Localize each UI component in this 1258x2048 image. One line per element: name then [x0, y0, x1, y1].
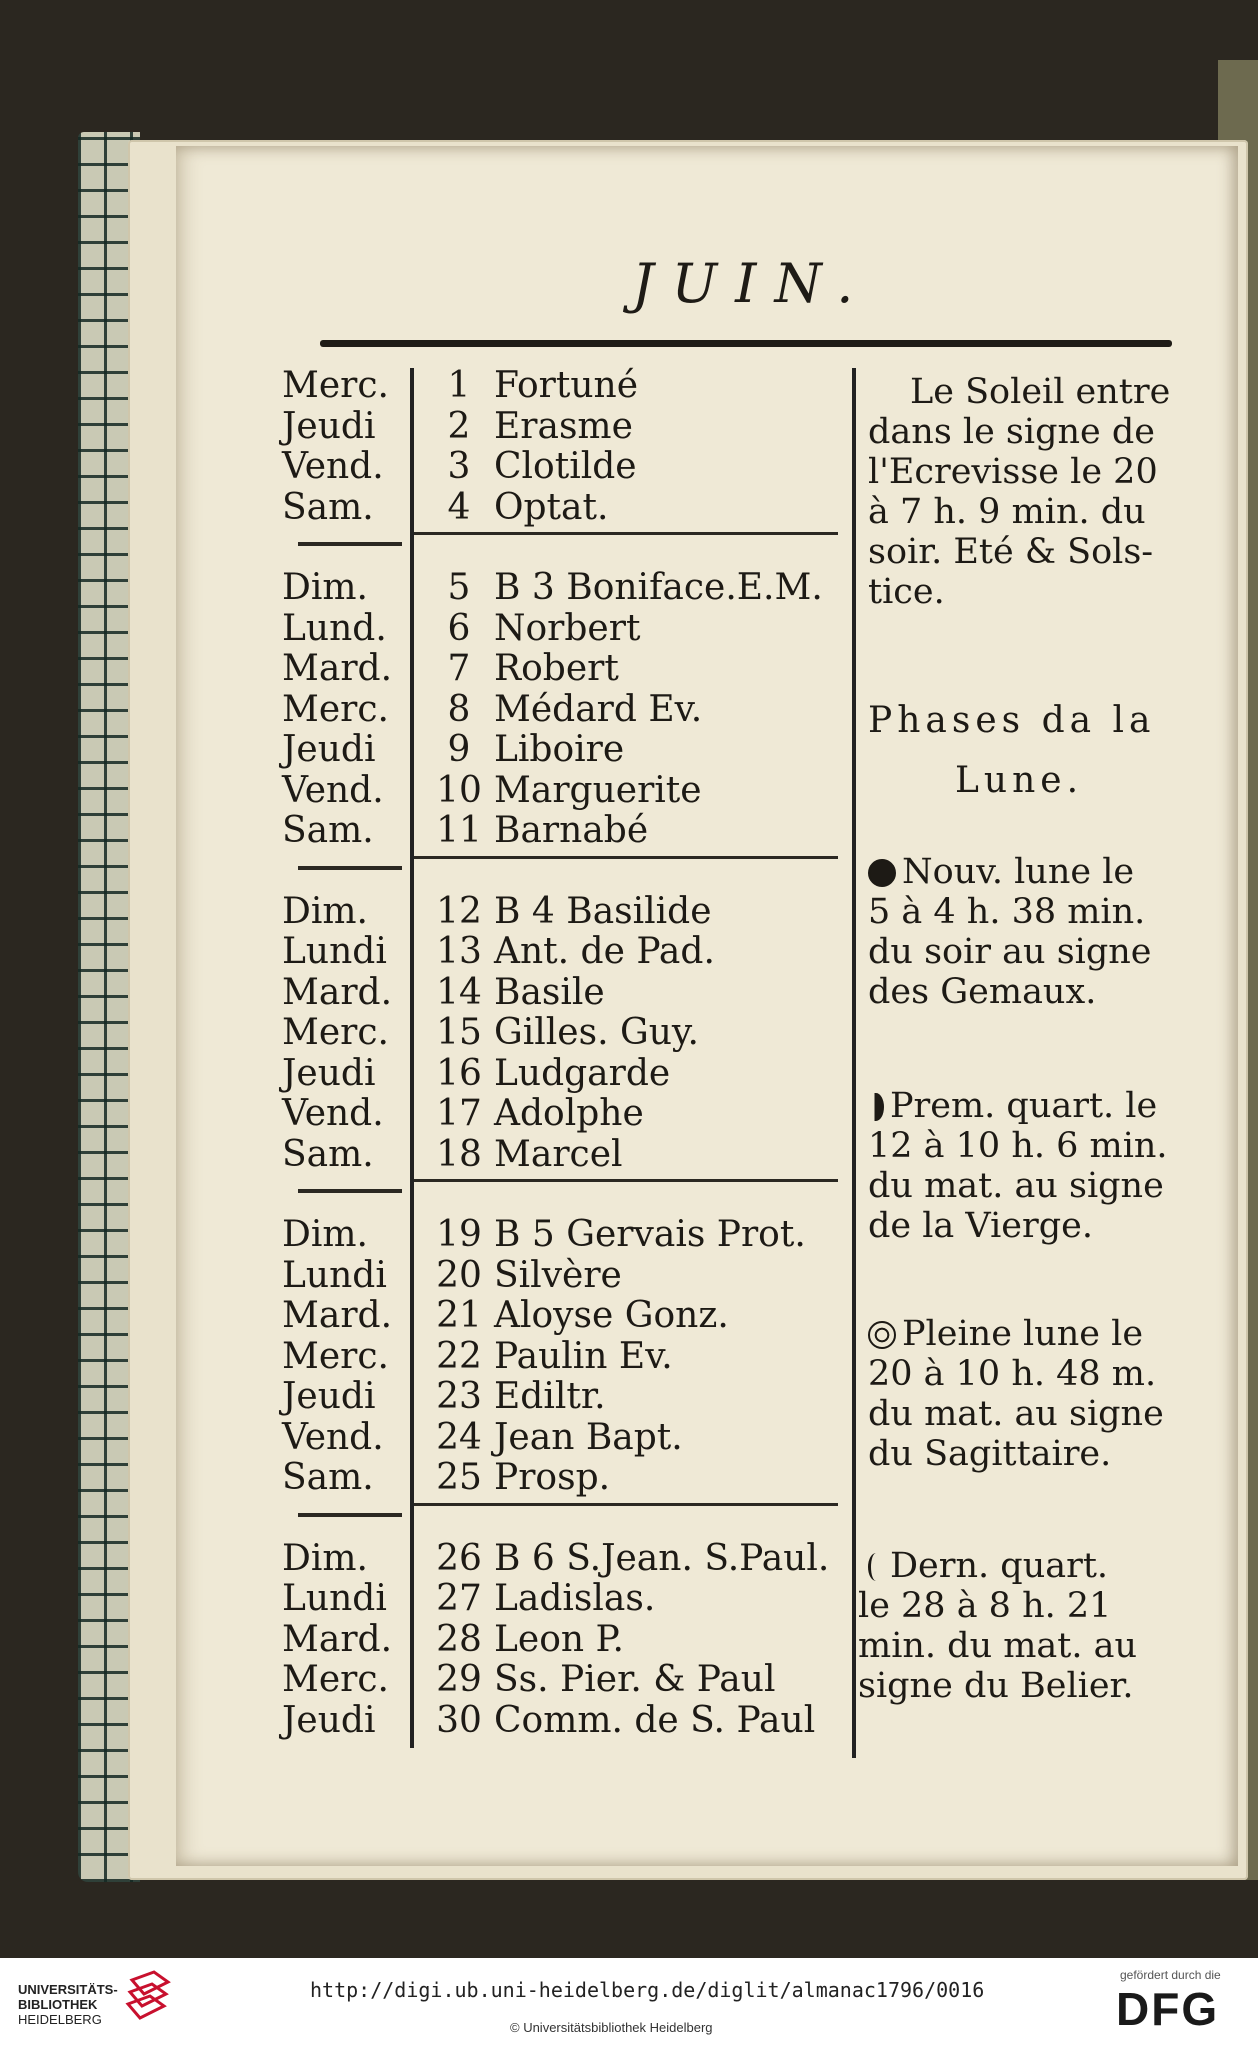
calendar-saint: Robert [494, 648, 619, 689]
calendar-num: 28 [436, 1618, 482, 1660]
calendar-day: Sam. [282, 486, 374, 528]
calendar-num: 17 [436, 1093, 482, 1134]
library-name-line: UNIVERSITÄTS- [18, 1982, 118, 1997]
full-moon-icon [868, 1321, 896, 1349]
full-moon-line: Pleine lune le [902, 1314, 1144, 1354]
first-quarter-line: Prem. quart. le [890, 1086, 1158, 1126]
calendar-day: Jeudi [282, 1376, 376, 1417]
calendar-saint: Leon P. [494, 1618, 624, 1660]
calendar-num: 25 [436, 1457, 482, 1498]
last-quarter-moon-icon [868, 1553, 884, 1581]
calendar-day: Merc. [282, 365, 389, 406]
first-quarter-line: du mat. au signe [868, 1166, 1164, 1206]
full-moon-line: 20 à 10 h. 48 m. [868, 1354, 1157, 1394]
calendar-num: 23 [436, 1376, 482, 1417]
permalink-url[interactable]: http://digi.ub.uni-heidelberg.de/diglit/almanac1796/0016 [310, 1978, 985, 2002]
calendar-saint: B 6 S.Jean. S.Paul. [494, 1537, 830, 1579]
calendar-num: 2 [447, 405, 471, 447]
calendar-num: 11 [436, 810, 482, 851]
calendar-saint: Barnabé [494, 810, 649, 851]
calendar-num: 1 [447, 365, 471, 406]
full-moon-line: du Sagittaire. [868, 1434, 1112, 1474]
calendar-saint: Norbert [494, 607, 641, 649]
calendar-saint: Aloyse Gonz. [494, 1295, 729, 1336]
calendar-saint: Gilles. Guy. [494, 1012, 699, 1053]
week-separator-short [298, 542, 402, 546]
calendar-saint: B 3 Boniface.E.M. [494, 567, 823, 608]
calendar-day: Mard. [282, 971, 393, 1013]
calendar-day: Dim. [282, 1537, 368, 1579]
phases-heading: Phases da la [868, 700, 1156, 741]
last-quarter-line: Dern. quart. [890, 1546, 1109, 1586]
viewer-footer [0, 1958, 1258, 2048]
calendar-day: Vend. [282, 1093, 384, 1134]
solstice-line: Le Soleil entre [910, 372, 1171, 412]
calendar-num: 12 [436, 890, 482, 932]
calendar-saint: Ladislas. [494, 1578, 656, 1619]
calendar-num: 15 [436, 1012, 482, 1053]
calendar-saint: Basile [494, 971, 605, 1013]
calendar-day: Jeudi [282, 729, 376, 770]
calendar-num: 10 [436, 769, 482, 811]
new-moon-line: du soir au signe [868, 932, 1152, 972]
calendar-saint: Ludgarde [494, 1052, 671, 1094]
page-title: JUIN. [632, 252, 872, 315]
library-logo-text [18, 1982, 118, 2027]
calendar-saint: Marguerite [494, 769, 702, 811]
calendar-day: Lundi [282, 1254, 387, 1296]
calendar-saint: Ss. Pier. & Paul [494, 1659, 776, 1700]
dfg-logo[interactable]: DFG [1116, 1983, 1220, 2035]
calendar-num: 9 [447, 729, 471, 770]
calendar-saint: Clotilde [494, 446, 637, 487]
calendar-saint: B 5 Gervais Prot. [494, 1214, 806, 1255]
calendar-num: 18 [436, 1133, 482, 1175]
sidebar-column-rule [852, 368, 856, 1758]
new-moon-line: des Gemaux. [868, 972, 1097, 1012]
solstice-line: à 7 h. 9 min. du [868, 492, 1146, 532]
library-name-line: BIBLIOTHEK [18, 1997, 98, 2012]
funding-note: gefördert durch die [1120, 1968, 1221, 1982]
solstice-line: tice. [868, 572, 945, 612]
calendar-day: Sam. [282, 1457, 374, 1498]
calendar-num: 22 [436, 1335, 482, 1377]
calendar-num: 24 [436, 1416, 482, 1458]
calendar-num: 4 [447, 486, 471, 528]
calendar-day: Sam. [282, 810, 374, 851]
first-quarter-line: 12 à 10 h. 6 min. [868, 1126, 1168, 1166]
calendar-num: 8 [447, 688, 471, 730]
calendar-day: Merc. [282, 1012, 389, 1053]
calendar-day: Vend. [282, 446, 384, 487]
calendar-day: Mard. [282, 1618, 393, 1660]
last-quarter-line: min. du mat. au [858, 1626, 1138, 1666]
week-separator-long [414, 532, 838, 535]
calendar-day: Dim. [282, 890, 368, 932]
calendar-day: Merc. [282, 688, 389, 730]
calendar-day: Merc. [282, 1659, 389, 1700]
day-column-rule [410, 368, 414, 1748]
calendar-saint: Paulin Ev. [494, 1335, 673, 1377]
week-separator-short [298, 1189, 402, 1193]
calendar-saint: Marcel [494, 1133, 623, 1175]
calendar-num: 27 [436, 1578, 482, 1619]
calendar-num: 19 [436, 1214, 482, 1255]
calendar-num: 6 [447, 607, 471, 649]
copyright-text: © Universitätsbibliothek Heidelberg [510, 2020, 713, 2035]
library-logo-icon [124, 1970, 172, 2032]
calendar-num: 20 [436, 1254, 482, 1296]
calendar-num: 5 [447, 567, 471, 608]
library-name-line: HEIDELBERG [18, 2012, 102, 2027]
calendar-saint: Optat. [494, 486, 609, 528]
new-moon-line: 5 à 4 h. 38 min. [868, 892, 1146, 932]
solstice-line: l'Ecrevisse le 20 [868, 452, 1158, 492]
calendar-num: 16 [436, 1052, 482, 1094]
calendar-day: Mard. [282, 1295, 393, 1336]
calendar-day: Dim. [282, 567, 368, 608]
calendar-num: 30 [436, 1699, 482, 1741]
calendar-day: Lundi [282, 1578, 387, 1619]
calendar-saint: Ediltr. [494, 1376, 606, 1417]
first-quarter-line: de la Vierge. [868, 1206, 1093, 1246]
week-separator-short [298, 1513, 402, 1517]
last-quarter-line: le 28 à 8 h. 21 [858, 1586, 1112, 1626]
solstice-line: dans le signe de [868, 412, 1155, 452]
calendar-day: Merc. [282, 1335, 389, 1377]
calendar-num: 26 [436, 1537, 482, 1579]
calendar-saint: Liboire [494, 729, 625, 770]
calendar-day: Jeudi [282, 1052, 376, 1094]
calendar-saint: Silvère [494, 1254, 622, 1296]
calendar-day: Jeudi [282, 1699, 376, 1741]
calendar-day: Lund. [282, 607, 387, 649]
calendar-day: Vend. [282, 769, 384, 811]
calendar-day: Jeudi [282, 405, 376, 447]
phases-heading-2: Lune. [955, 760, 1084, 801]
new-moon-icon [868, 859, 896, 887]
week-separator-long [414, 1179, 838, 1182]
calendar-num: 3 [447, 446, 471, 487]
calendar-saint: Adolphe [494, 1093, 644, 1134]
new-moon-line: Nouv. lune le [902, 852, 1135, 892]
calendar-day: Lundi [282, 931, 387, 972]
first-quarter-moon-icon [868, 1093, 884, 1121]
week-separator-short [298, 866, 402, 870]
solstice-line: soir. Eté & Sols- [868, 532, 1154, 572]
calendar-num: 14 [436, 971, 482, 1013]
full-moon-line: du mat. au signe [868, 1394, 1164, 1434]
calendar-saint: Erasme [494, 405, 633, 447]
calendar-num: 7 [447, 648, 471, 689]
calendar-num: 13 [436, 931, 482, 972]
week-separator-long [414, 856, 838, 859]
title-rule [320, 340, 1172, 347]
calendar-saint: Ant. de Pad. [494, 931, 715, 972]
calendar-day: Dim. [282, 1214, 368, 1255]
calendar-saint: B 4 Basilide [494, 890, 712, 932]
calendar-day: Vend. [282, 1416, 384, 1458]
calendar-num: 29 [436, 1659, 482, 1700]
calendar-saint: Jean Bapt. [494, 1416, 683, 1458]
last-quarter-line: signe du Belier. [858, 1666, 1134, 1706]
calendar-saint: Fortuné [494, 365, 639, 406]
calendar-day: Mard. [282, 648, 393, 689]
calendar-saint: Médard Ev. [494, 688, 703, 730]
calendar-num: 21 [436, 1295, 482, 1336]
calendar-saint: Comm. de S. Paul [494, 1699, 816, 1741]
calendar-saint: Prosp. [494, 1457, 611, 1498]
week-separator-long [414, 1503, 838, 1506]
calendar-day: Sam. [282, 1133, 374, 1175]
